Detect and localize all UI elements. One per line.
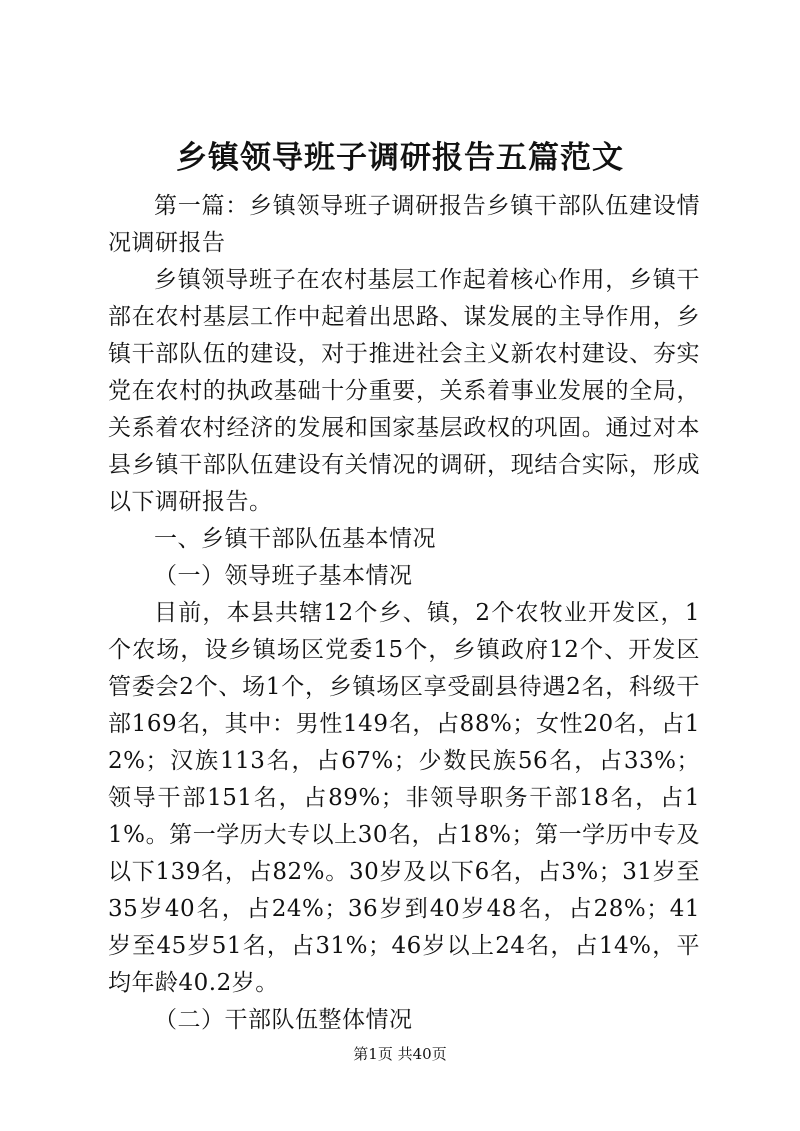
subtitle-paragraph: 第一篇：乡镇领导班子调研报告乡镇干部队伍建设情况调研报告 xyxy=(108,193,700,256)
page-number: 第1页 共40页 xyxy=(353,1045,447,1063)
section-heading: 一、乡镇干部队伍基本情况 xyxy=(154,526,436,552)
intro-paragraph: 乡镇领导班子在农村基层工作起着核心作用，乡镇干部在农村基层工作中起着出思路、谋发展的主导作用，乡镇干部队伍的建设，对于推进社会主义新农村建设、夯实党在农村的执政基础十分重要，关系着事业发展的全局，关系着农村经济的发展和国家基层政权的巩固。通过对本县乡镇干部队伍建设有关情况的调研，现结合实际，形成以下调研报告。 xyxy=(108,267,700,515)
statistics-paragraph: 目前，本县共辖12个乡、镇，2个农牧业开发区，1个农场，设乡镇场区党委15个，乡镇政府12个、开发区管委会2个、场1个，乡镇场区享受副县待遇2名，科级干部169名，其中：男性149名，占88%；女性20名，占12%；汉族113名，占67%；少数民族56名，占33%；领导干部151名，占89%；非领导职务干部18名，占11%。第一学历大专以上30名，占18%；第一学历中专及以下139名，占82%。30岁及以下6名，占3%；31岁至35岁40名，占24%；36岁到40岁48名，占28%；41岁至45岁51名，占31%；46岁以上24名，占14%，平均年龄40.2岁。 xyxy=(108,600,700,996)
subsection-heading: （二）干部队伍整体情况 xyxy=(154,1007,413,1033)
document-title: 乡镇领导班子调研报告五篇范文 xyxy=(176,140,624,176)
subsection-heading: （一）领导班子基本情况 xyxy=(154,563,413,589)
document-body xyxy=(108,188,700,1039)
